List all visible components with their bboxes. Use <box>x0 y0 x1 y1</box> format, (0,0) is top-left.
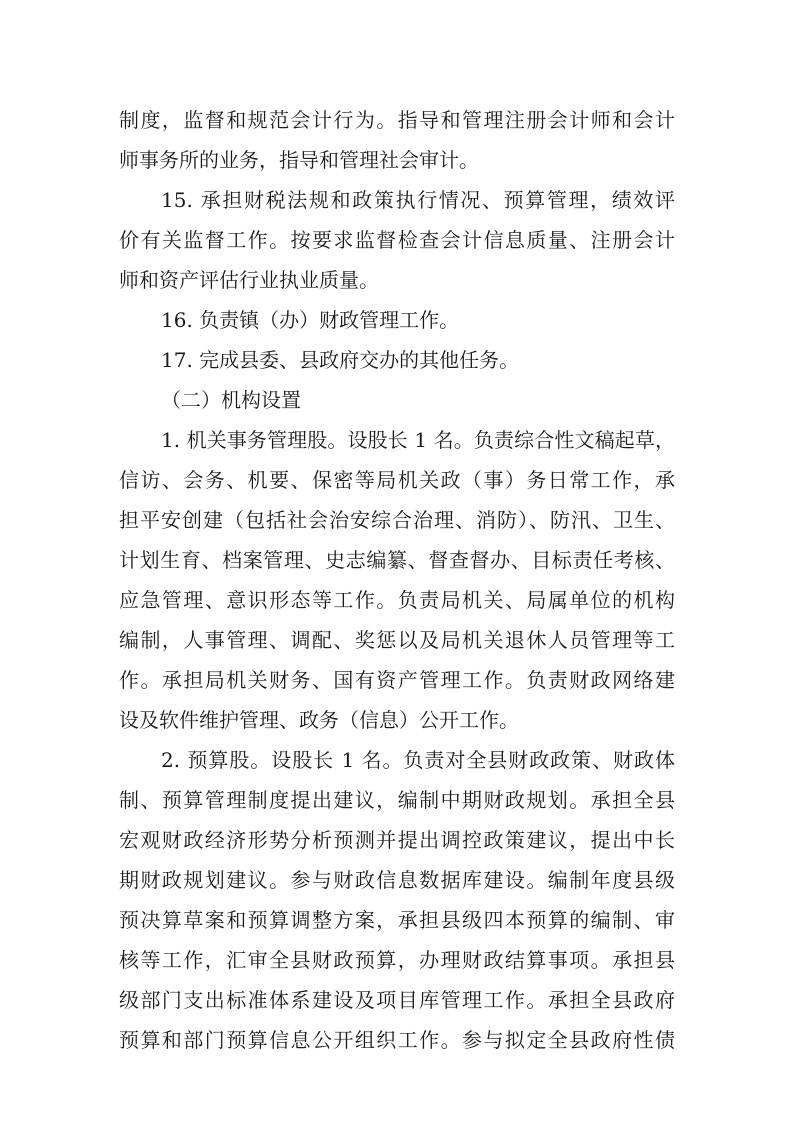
text-line: 2. 预算股。设股长 1 名。负责对全县财政政策、财政体 <box>161 748 675 772</box>
text-line: 16. 负责镇（办）财政管理工作。 <box>161 308 460 332</box>
text-line: 1. 机关事务管理股。设股长 1 名。负责综合性文稿起草， <box>161 428 675 452</box>
text-line: 作。承担局机关财务、国有资产管理工作。负责财政网络建 <box>119 668 675 692</box>
text-line: 15. 承担财税法规和政策执行情况、预算管理，绩效评 <box>161 188 675 212</box>
text-line: 制度，监督和规范会计行为。指导和管理注册会计师和会计 <box>119 108 675 132</box>
text-line: 编制，人事管理、调配、奖惩以及局机关退休人员管理等工 <box>119 628 675 652</box>
text-line: （二）机构设置 <box>161 388 301 412</box>
text-line: 担平安创建（包括社会治安综合治理、消防）、防汛、卫生、 <box>119 508 675 532</box>
text-line: 核等工作，汇审全县财政预算，办理财政结算事项。承担县 <box>119 948 675 972</box>
text-line: 师和资产评估行业执业质量。 <box>119 268 379 292</box>
text-line: 宏观财政经济形势分析预测并提出调控政策建议，提出中长 <box>119 828 675 852</box>
text-line: 计划生育、档案管理、史志编纂、督查督办、目标责任考核、 <box>119 548 675 572</box>
text-line: 制、预算管理制度提出建议，编制中期财政规划。承担全县 <box>119 788 675 812</box>
text-line: 期财政规划建议。参与财政信息数据库建设。编制年度县级 <box>119 868 675 892</box>
text-line: 设及软件维护管理、政务（信息）公开工作。 <box>119 708 519 732</box>
text-line: 价有关监督工作。按要求监督检查会计信息质量、注册会计 <box>119 228 675 252</box>
text-line: 信访、会务、机要、保密等局机关政（事）务日常工作，承 <box>119 468 675 492</box>
document-body <box>119 100 675 1060</box>
text-line: 应急管理、意识形态等工作。负责局机关、局属单位的机构 <box>119 588 675 612</box>
text-line: 预决算草案和预算调整方案，承担县级四本预算的编制、审 <box>119 908 675 932</box>
text-line: 级部门支出标准体系建设及项目库管理工作。承担全县政府 <box>119 988 675 1012</box>
text-line: 师事务所的业务，指导和管理社会审计。 <box>119 148 479 172</box>
text-line: 预算和部门预算信息公开组织工作。参与拟定全县政府性债 <box>119 1028 675 1052</box>
text-line: 17. 完成县委、县政府交办的其他任务。 <box>161 348 520 372</box>
